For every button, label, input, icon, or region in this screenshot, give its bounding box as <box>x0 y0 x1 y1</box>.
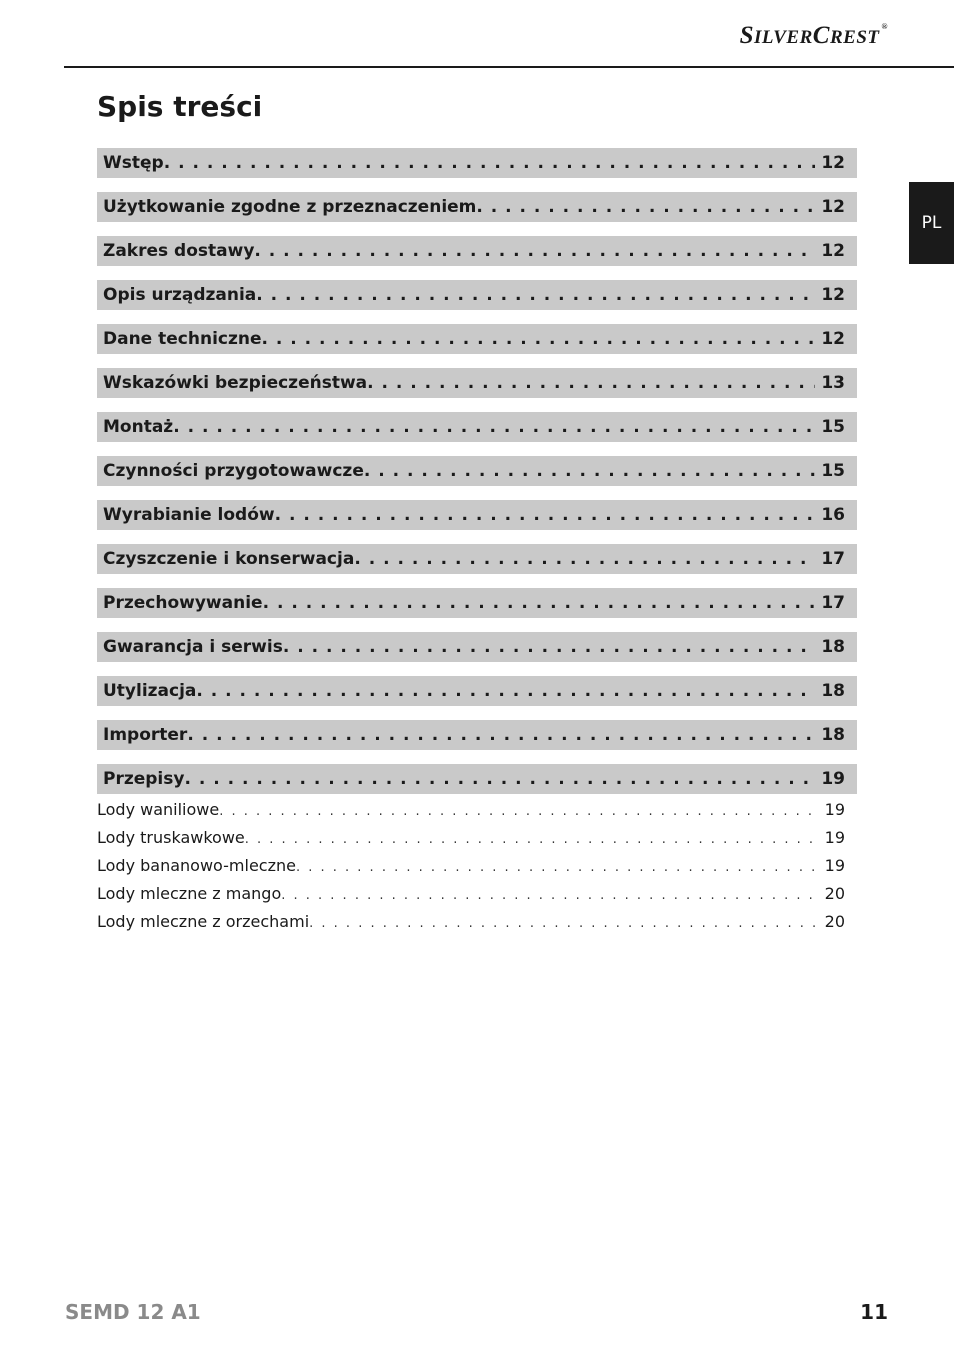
toc-leader-dots <box>262 324 816 354</box>
toc-entry-page: 15 <box>821 417 845 437</box>
toc-main-entry[interactable] <box>97 764 857 794</box>
toc-main-entry[interactable] <box>97 588 857 618</box>
toc-entry-page: 15 <box>821 461 845 481</box>
language-tab <box>909 182 954 264</box>
toc-entry-label: Lody mleczne z orzechami <box>97 912 310 931</box>
toc-entry-page: 19 <box>824 828 845 847</box>
toc-entry-page: 18 <box>821 681 845 701</box>
toc-main-entry[interactable] <box>97 676 857 706</box>
footer-page-number: 11 <box>860 1300 888 1324</box>
toc-main-entry[interactable] <box>97 500 857 530</box>
toc-entry-page: 12 <box>821 153 845 173</box>
toc-entry-page: 19 <box>824 856 845 875</box>
toc-entry-label: Wyrabianie lodów <box>103 505 275 525</box>
footer-model-number: SEMD 12 A1 <box>65 1300 201 1324</box>
toc-entry-label: Utylizacja <box>103 681 197 701</box>
toc-entry-page: 17 <box>821 593 845 613</box>
toc-entry-label: Czynności przygotowawcze <box>103 461 364 481</box>
toc-sub-entry[interactable] <box>97 824 857 852</box>
toc-leader-dots <box>281 882 816 908</box>
toc-leader-dots <box>245 826 817 852</box>
toc-leader-dots <box>476 192 815 222</box>
toc-entry-page: 18 <box>821 725 845 745</box>
toc-entry-label: Wskazówki bezpieczeństwa <box>103 373 368 393</box>
toc-leader-dots <box>219 798 816 824</box>
language-tab-label: PL <box>921 213 942 233</box>
toc-entry-label: Montaż <box>103 417 174 437</box>
toc-entry-page: 12 <box>821 285 845 305</box>
toc-main-entry[interactable] <box>97 412 857 442</box>
toc-leader-dots <box>263 588 816 618</box>
logo-letter: S <box>739 22 754 49</box>
toc-main-entry[interactable] <box>97 236 857 266</box>
toc-entry-page: 17 <box>821 549 845 569</box>
toc-main-entry[interactable] <box>97 192 857 222</box>
toc-sub-entry[interactable] <box>97 852 857 880</box>
toc-entry-label: Gwarancja i serwis <box>103 637 283 657</box>
toc-leader-dots <box>196 676 815 706</box>
registered-mark: ® <box>881 22 888 31</box>
toc-main-entry[interactable] <box>97 148 857 178</box>
toc-sub-entry[interactable] <box>97 796 857 824</box>
toc-entry-page: 16 <box>821 505 845 525</box>
toc-sub-entry[interactable] <box>97 908 857 936</box>
toc-main-entry[interactable] <box>97 368 857 398</box>
toc-entry-label: Przepisy <box>103 769 185 789</box>
toc-leader-dots <box>309 910 817 936</box>
toc-main-entry[interactable] <box>97 632 857 662</box>
toc-entry-label: Przechowywanie <box>103 593 263 613</box>
toc-entry-page: 13 <box>821 373 845 393</box>
toc-leader-dots <box>364 456 815 486</box>
toc-leader-dots <box>254 236 815 266</box>
toc-leader-dots <box>367 368 815 398</box>
toc-entry-label: Opis urządzania <box>103 285 257 305</box>
toc-entry-page: 12 <box>821 197 845 217</box>
header-divider <box>64 66 954 68</box>
toc-entry-label: Lody truskawkowe <box>97 828 245 847</box>
toc-sub-entries <box>97 796 857 936</box>
toc-entry-page: 19 <box>824 800 845 819</box>
toc-main-entry[interactable] <box>97 456 857 486</box>
toc-entry-label: Użytkowanie zgodne z przeznaczeniem <box>103 197 477 217</box>
toc-entry-page: 12 <box>821 241 845 261</box>
toc-leader-dots <box>296 854 817 880</box>
toc-entry-label: Czyszczenie i konserwacja <box>103 549 355 569</box>
toc-leader-dots <box>275 500 816 530</box>
toc-main-entry[interactable] <box>97 324 857 354</box>
toc-sub-entry[interactable] <box>97 880 857 908</box>
toc-leader-dots <box>187 720 815 750</box>
toc-leader-dots <box>164 148 816 178</box>
logo-letter: C <box>812 22 830 49</box>
toc-leader-dots <box>354 544 815 574</box>
toc-entry-page: 20 <box>824 912 845 931</box>
toc-main-entry[interactable] <box>97 280 857 310</box>
toc-entry-label: Zakres dostawy <box>103 241 255 261</box>
logo-text: REST <box>829 27 880 48</box>
toc-leader-dots <box>173 412 815 442</box>
toc-main-entry[interactable] <box>97 720 857 750</box>
toc-entry-label: Dane techniczne <box>103 329 262 349</box>
table-of-contents <box>97 148 857 936</box>
toc-leader-dots <box>184 764 815 794</box>
toc-entry-page: 20 <box>824 884 845 903</box>
toc-entry-label: Lody waniliowe <box>97 800 220 819</box>
toc-entry-label: Lody bananowo-mleczne <box>97 856 296 875</box>
toc-main-entry[interactable] <box>97 544 857 574</box>
toc-entry-label: Wstęp <box>103 153 164 173</box>
toc-entry-page: 19 <box>821 769 845 789</box>
brand-logo <box>740 22 888 50</box>
toc-entry-page: 18 <box>821 637 845 657</box>
toc-entry-label: Lody mleczne z mango <box>97 884 282 903</box>
logo-text: ILVER <box>753 27 813 48</box>
toc-leader-dots <box>283 632 816 662</box>
toc-leader-dots <box>256 280 815 310</box>
toc-entry-page: 12 <box>821 329 845 349</box>
page-title: Spis treści <box>97 90 263 123</box>
toc-entry-label: Importer <box>103 725 188 745</box>
